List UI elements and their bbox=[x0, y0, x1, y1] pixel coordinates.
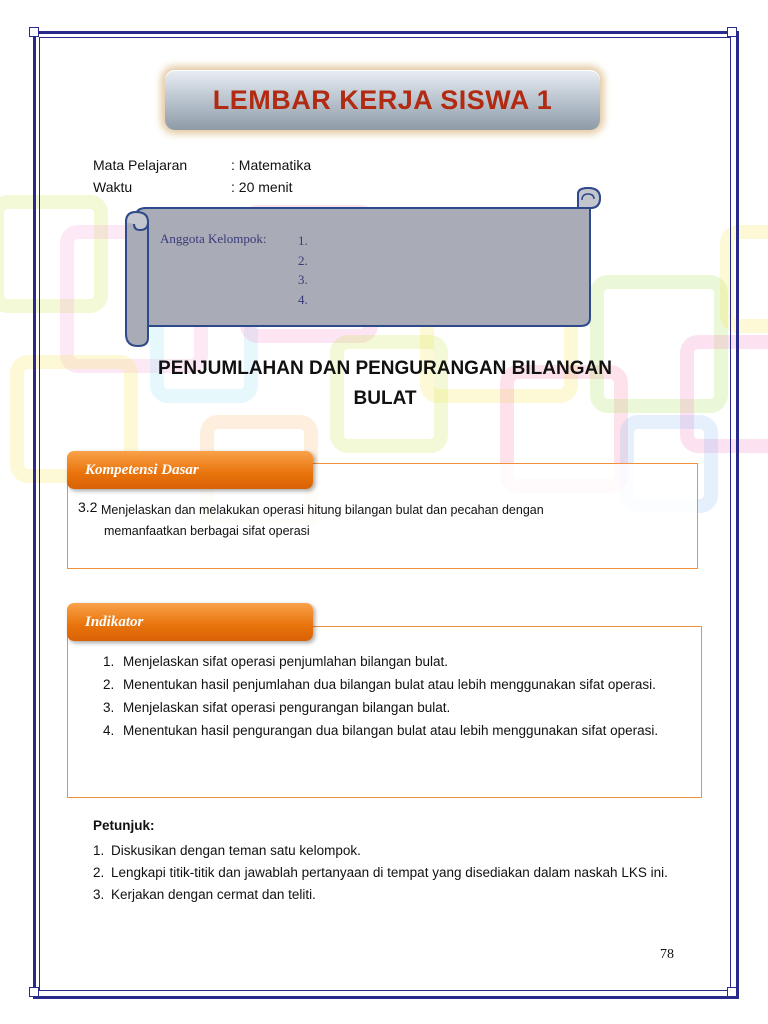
title-banner bbox=[165, 70, 600, 130]
group-member-slot: 2. bbox=[298, 252, 308, 268]
group-members-list bbox=[298, 231, 308, 309]
group-member-slot: 3. bbox=[298, 272, 308, 287]
section-title-line1: PENJUMLAHAN DAN PENGURANGAN BILANGAN bbox=[158, 358, 612, 379]
scroll-banner bbox=[120, 186, 610, 348]
kompetensi-tab bbox=[67, 451, 313, 489]
list-item: 1. Diskusikan dengan teman satu kelompok. bbox=[93, 843, 361, 858]
indikator-tab bbox=[67, 603, 313, 641]
list-item: 2. Menentukan hasil penjumlahan dua bilangan bulat atau lebih menggunakan sifat operasi. bbox=[103, 677, 656, 692]
indikator-list bbox=[103, 651, 693, 743]
section-title-line2: BULAT bbox=[353, 388, 417, 409]
page-title: LEMBAR KERJA SISWA 1 bbox=[212, 84, 553, 115]
kompetensi-tab-label: Kompetensi Dasar bbox=[85, 461, 199, 478]
time-value: : 20 menit bbox=[231, 179, 293, 195]
kompetensi-number: 3.2 bbox=[78, 499, 98, 515]
time-label: Waktu bbox=[93, 179, 133, 195]
list-item: 1. Menjelaskan sifat operasi penjumlahan bilangan bulat. bbox=[103, 654, 448, 669]
subject-value: : Matematika bbox=[231, 157, 312, 173]
list-item: 3. Kerjakan dengan cermat dan teliti. bbox=[93, 887, 316, 902]
kompetensi-text bbox=[101, 500, 681, 542]
petunjuk-title: Petunjuk: bbox=[93, 818, 155, 833]
list-item: 2. Lengkapi titik-titik dan jawablah pertanyaan di tempat yang disediakan dalam naskah LKS ini. bbox=[93, 865, 668, 880]
group-member-slot: 4. bbox=[298, 291, 308, 307]
list-item: 3. Menjelaskan sifat operasi pengurangan bilangan bulat. bbox=[103, 700, 451, 715]
kompetensi-text-line2: memanfaatkan berbagai sifat operasi bbox=[104, 524, 310, 538]
petunjuk-list bbox=[93, 840, 673, 906]
section-title bbox=[110, 354, 660, 414]
page-number: 78 bbox=[660, 947, 674, 962]
indikator-tab-label: Indikator bbox=[85, 613, 144, 630]
group-members-label: Anggota Kelompok: bbox=[160, 231, 267, 246]
kompetensi-text-line1: Menjelaskan dan melakukan operasi hitung bilangan bulat dan pecahan dengan bbox=[101, 503, 544, 517]
list-item: 4. Menentukan hasil pengurangan dua bilangan bulat atau lebih menggunakan sifat operasi. bbox=[103, 723, 659, 738]
subject-label: Mata Pelajaran bbox=[93, 157, 188, 173]
group-member-slot: 1. bbox=[298, 233, 308, 248]
